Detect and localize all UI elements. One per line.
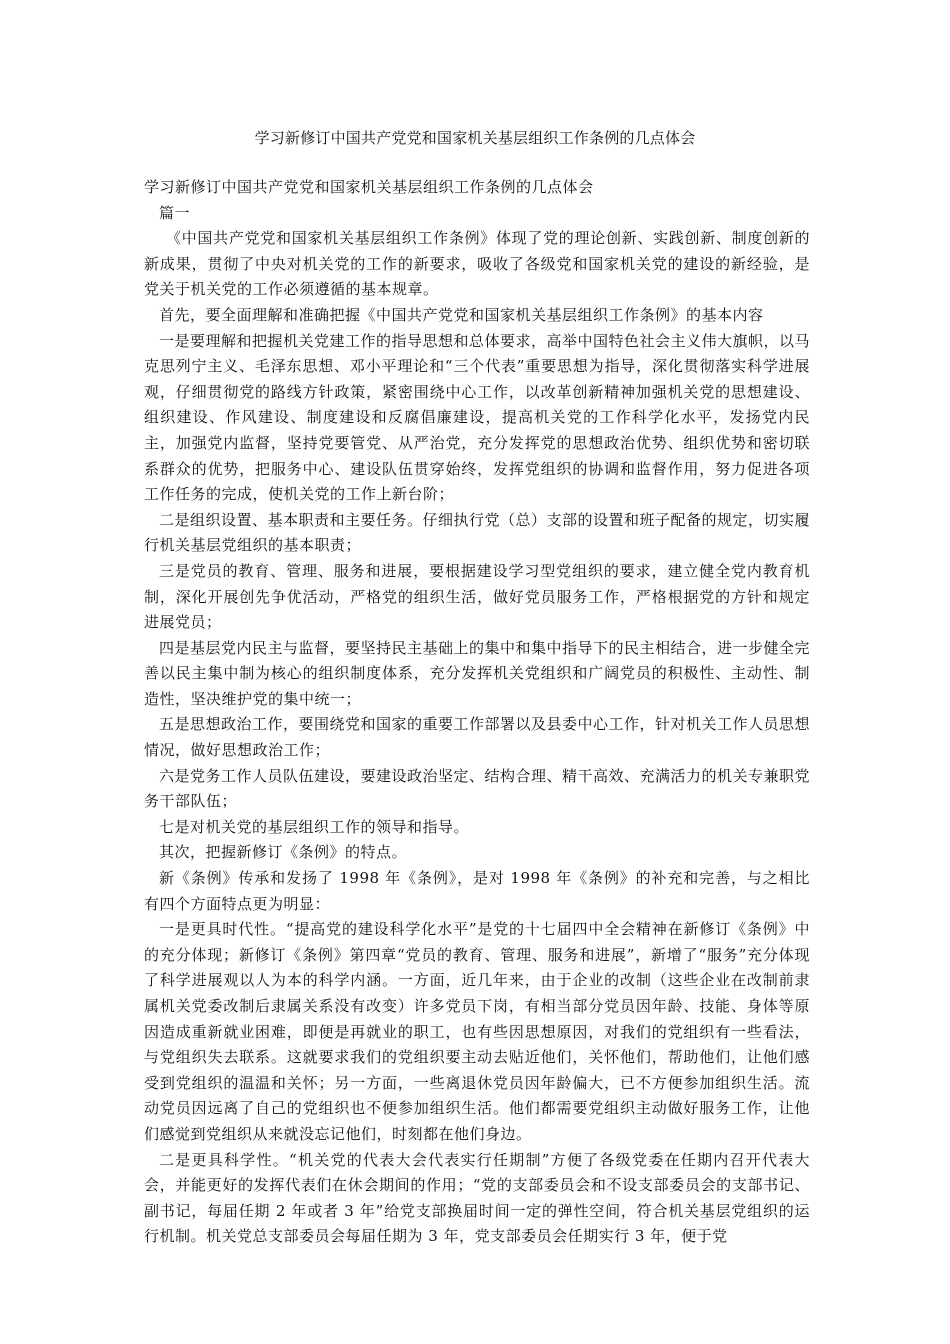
paragraph: 《中国共产党党和国家机关基层组织工作条例》体现了党的理论创新、实践创新、制度创新的新成果，贯彻了中央对机关党的工作的新要求，吸收了各级党和国家机关党的建设的新经验，是党关于机关党的工作必须遵循的基本规章。 — [144, 229, 810, 299]
paragraph: 首先，要全面理解和准确把握《中国共产党党和国家机关基层组织工作条例》的基本内容 — [159, 305, 764, 324]
paragraph: 新《条例》传承和发扬了 1998 年《条例》，是对 1998 年《条例》的补充和完善，与之相比有四个方面特点更为明显： — [144, 869, 810, 913]
paragraph: 二是更具科学性。“机关党的代表大会代表实行任期制”方便了各级党委在任期内召开代表大会，并能更好的发挥代表们在休会期间的作用；“党的支部委员会和不设支部委员会的支部书记、副书记，每届任期 2 年或者 3 年”给党支部换届时间一定的弹性空间，符合机关基层党组织的运行机制。机关党总支部委员会每届任期为 3 年，党支部委员会任期实行 3 年，便于党 — [144, 1150, 810, 1246]
paragraph: 三是党员的教育、管理、服务和进展，要根据建设学习型党组织的要求，建立健全党内教育机制，深化开展创先争优活动，严格党的组织生活，做好党员服务工作，严格根据党的方针和规定进展党员； — [144, 561, 810, 632]
paragraph: 六是党务工作人员队伍建设，要建设政治坚定、结构合理、精干高效、充满活力的机关专兼职党务干部队伍； — [144, 766, 811, 811]
document-subtitle: 学习新修订中国共产党党和国家机关基层组织工作条例的几点体会 — [144, 178, 594, 196]
paragraph: 其次，把握新修订《条例》的特点。 — [159, 843, 408, 862]
paragraph: 一是更具时代性。“提高党的建设科学化水平”是党的十七届四中全会精神在新修订《条例》中的充分体现；新修订《条例》第四章“党员的教育、管理、服务和进展”，新增了“服务”充分体现了科学进展观以人为本的科学内涵。一方面，近几年来，由于企业的改制（这些企业在改制前隶属机关党委改制后隶属关系没有改变）许多党员下岗，有相当部分党员因年龄、技能、身体等原因造成重新就业困难，即便是再就业的职工，也有些因思想原因，对我们的党组织有一些看法，与党组织失去联系。这就要求我们的党组织要主动去贴近他们，关怀他们，帮助他们，让他们感受到党组织的温温和关怀；另一方面，一些离退休党员因年龄偏大，已不方便参加组织生活。流动党员因远离了自己的党组织也不便参加组织生活。他们都需要党组织主动做好服务工作，让他们感觉到党组织从来就没忘记他们，时刻都在他们身边。 — [144, 920, 810, 1143]
document-title: 学习新修订中国共产党党和国家机关基层组织工作条例的几点体会 — [254, 129, 696, 147]
part-label: 篇一 — [159, 203, 191, 222]
paragraph: 一是要理解和把握机关党建工作的指导思想和总体要求，高举中国特色社会主义伟大旗帜，以马克思列宁主义、毛泽东思想、邓小平理论和“三个代表”重要思想为指导，深化贯彻落实科学进展观，仔细贯彻党的路线方针政策，紧密围绕中心工作，以改革创新精神加强机关党的思想建设、组织建设、作风建设、制度建设和反腐倡廉建设，提高机关党的工作科学化水平，发扬党内民主，加强党内监督，坚持党要管党、从严治党，充分发挥党的思想政治优势、组织优势和密切联系群众的优势，把服务中心、建设队伍贯穿始终，发挥党组织的协调和监督作用，努力促进各项工作任务的完成，使机关党的工作上新台阶； — [144, 331, 811, 504]
paragraph: 五是思想政治工作，要围绕党和国家的重要工作部署以及县委中心工作，针对机关工作人员思想情况，做好思想政治工作； — [144, 715, 811, 760]
paragraph: 四是基层党内民主与监督，要坚持民主基础上的集中和集中指导下的民主相结合，进一步健全完善以民主集中制为核心的组织制度体系，充分发挥机关党组织和广阔党员的积极性、主动性、制造性，坚决维护党的集中统一； — [144, 638, 811, 708]
document-body — [144, 175, 810, 1250]
paragraph: 二是组织设置、基本职责和主要任务。仔细执行党（总）支部的设置和班子配备的规定，切实履行机关基层党组织的基本职责； — [144, 510, 811, 555]
paragraph: 七是对机关党的基层组织工作的领导和指导。 — [159, 817, 470, 836]
